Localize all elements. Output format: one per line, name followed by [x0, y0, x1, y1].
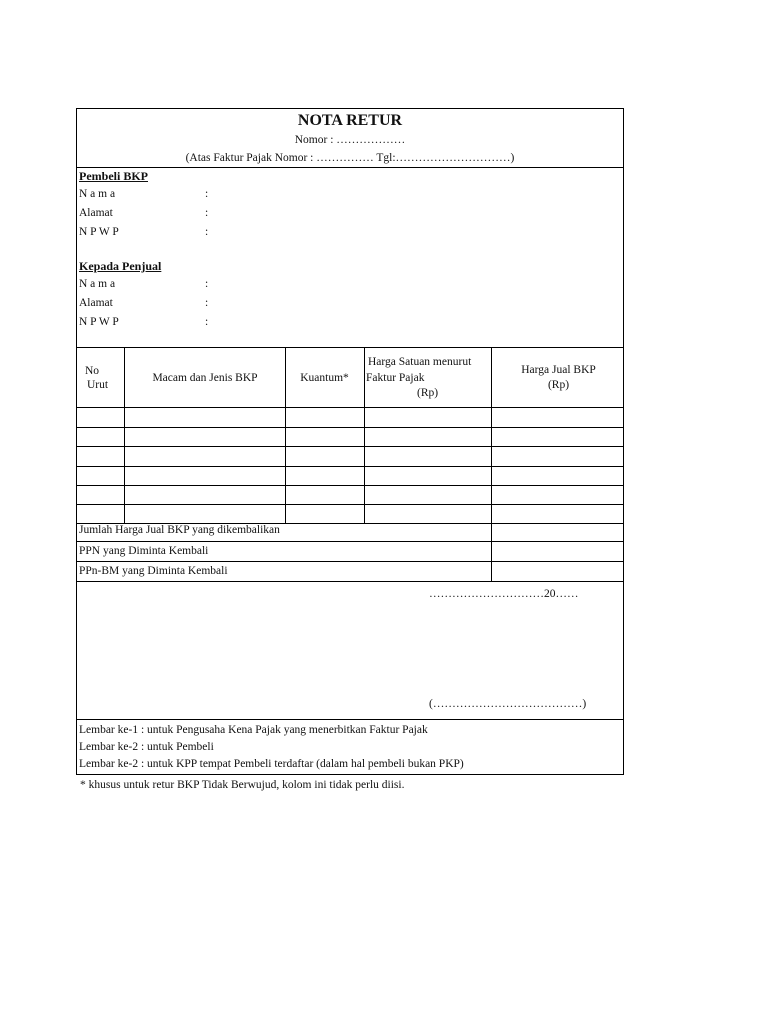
table-header-bottom — [77, 407, 623, 408]
signature-name: (…………………………………) — [429, 698, 587, 710]
table-row-line — [77, 466, 623, 467]
col-divider-kuantum — [364, 347, 365, 523]
nomor-line: Nomor : ……………… — [294, 134, 406, 146]
table-top-border — [77, 347, 623, 348]
penjual-nama-sep: : — [205, 278, 209, 290]
header-divider — [77, 167, 623, 168]
totals-bottom-line — [77, 581, 623, 582]
table-row-line — [77, 446, 623, 447]
atas-faktur-line: (Atas Faktur Pajak Nomor : …………… Tgl:…………………………) — [185, 152, 515, 164]
penjual-npwp-label: N P W P — [79, 316, 119, 328]
totals-row-line — [77, 541, 623, 542]
penjual-alamat-sep: : — [205, 297, 209, 309]
pembeli-npwp-sep: : — [205, 226, 209, 238]
lembar-divider — [77, 719, 623, 720]
lembar-2: Lembar ke-2 : untuk Pembeli — [79, 741, 214, 753]
col-harga-satuan-label-1: Harga Satuan menurut — [368, 356, 472, 368]
col-harga-jual-label-1: Harga Jual BKP — [521, 364, 596, 376]
jumlah-harga-label: Jumlah Harga Jual BKP yang dikembalikan — [79, 524, 280, 536]
col-macam-label: Macam dan Jenis BKP — [152, 372, 258, 384]
table-row-line — [77, 427, 623, 428]
table-row-line — [77, 485, 623, 486]
nota-retur-form — [76, 108, 624, 775]
form-title: NOTA RETUR — [297, 112, 403, 129]
penjual-heading: Kepada Penjual — [79, 259, 162, 273]
penjual-alamat-label: Alamat — [79, 297, 113, 309]
signature-date: …………………………20…… — [429, 588, 579, 600]
ppn-label: PPN yang Diminta Kembali — [79, 545, 209, 557]
col-harga-satuan-label-2: Faktur Pajak — [366, 372, 425, 384]
penjual-nama-label: N a m a — [79, 278, 116, 290]
col-divider-no — [124, 347, 125, 523]
pembeli-heading: Pembeli BKP — [79, 169, 148, 183]
col-harga-jual-label-2: (Rp) — [547, 379, 570, 391]
totals-row-line — [77, 561, 623, 562]
footnote: * khusus untuk retur BKP Tidak Berwujud, kolom ini tidak perlu diisi. — [80, 779, 405, 791]
pembeli-nama-label: N a m a — [79, 188, 116, 200]
pembeli-nama-sep: : — [205, 188, 209, 200]
col-no-label-1: No — [85, 365, 100, 377]
pembeli-alamat-label: Alamat — [79, 207, 113, 219]
lembar-1: Lembar ke-1 : untuk Pengusaha Kena Pajak yang menerbitkan Faktur Pajak — [79, 724, 428, 736]
col-divider-harga-satuan — [491, 347, 492, 581]
ppnbm-label: PPn-BM yang Diminta Kembali — [79, 565, 228, 577]
col-kuantum-label: Kuantum* — [300, 372, 349, 384]
table-row-line — [77, 504, 623, 505]
col-no-label-2: Urut — [87, 379, 109, 391]
penjual-npwp-sep: : — [205, 316, 209, 328]
pembeli-alamat-sep: : — [205, 207, 209, 219]
col-harga-satuan-label-3: (Rp) — [417, 387, 439, 399]
pembeli-npwp-label: N P W P — [79, 226, 119, 238]
lembar-3: Lembar ke-2 : untuk KPP tempat Pembeli terdaftar (dalam hal pembeli bukan PKP) — [79, 758, 464, 770]
col-divider-macam — [285, 347, 286, 523]
